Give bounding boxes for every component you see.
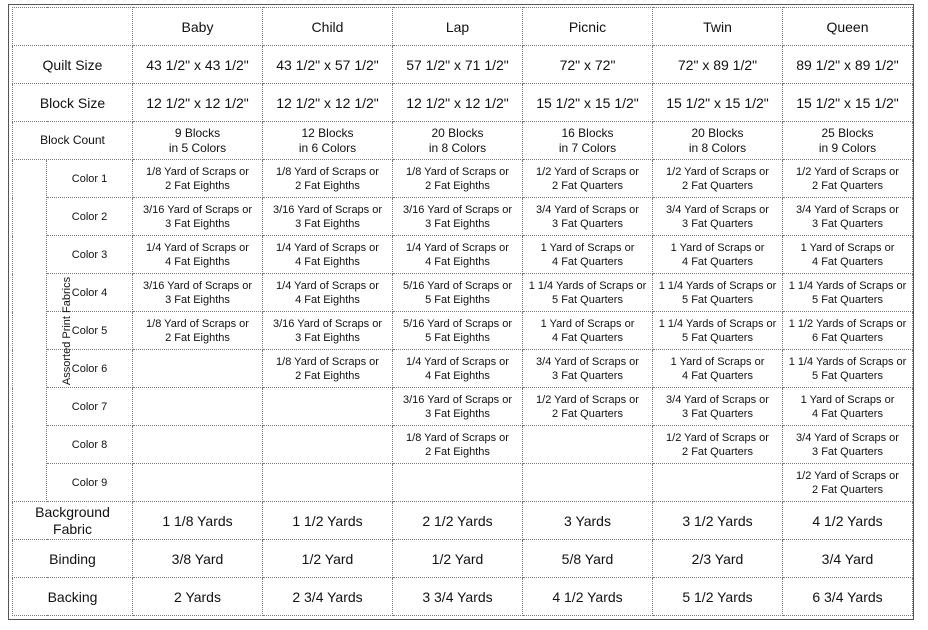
table-cell: 2 3/4 Yards — [263, 578, 393, 616]
cell-line: 1/8 Yard of Scraps or — [406, 431, 509, 444]
color-label: Color 9 — [47, 464, 133, 502]
row-label: Quilt Size — [13, 46, 133, 84]
cell-line: 1 Yard of Scraps or — [540, 241, 635, 254]
table-cell: 72" x 72" — [523, 46, 653, 84]
fabric-requirements-table — [12, 7, 913, 616]
cell-line: 1/8 Yard of Scraps or — [276, 165, 379, 178]
table-cell — [783, 312, 913, 350]
cell-line: 3 Fat Eighths — [425, 217, 490, 230]
table-cell — [133, 274, 263, 312]
table-cell: 5/8 Yard — [523, 540, 653, 578]
table-cell — [393, 274, 523, 312]
cell-line: 3/4 Yard of Scraps or — [796, 203, 899, 216]
cell-line: 4 Fat Eighths — [425, 369, 490, 382]
cell-line: 1/4 Yard of Scraps or — [276, 279, 379, 292]
table-cell — [263, 122, 393, 160]
table-cell — [523, 312, 653, 350]
cell-line: 2 Fat Quarters — [812, 179, 883, 192]
header-row — [13, 8, 913, 46]
cell-line: 1/4 Yard of Scraps or — [406, 355, 509, 368]
table-cell — [783, 464, 913, 502]
column-header-baby: Baby — [133, 8, 263, 46]
color-label: Color 3 — [47, 236, 133, 274]
cell-line: 3 Fat Quarters — [682, 217, 753, 230]
cell-line: 1 1/4 Yards of Scraps or — [788, 279, 907, 292]
color-row — [13, 236, 913, 274]
cell-line: 5 Fat Quarters — [682, 331, 753, 344]
table-cell — [783, 122, 913, 160]
cell-line: in 5 Colors — [168, 140, 227, 155]
table-cell: 2 Yards — [133, 578, 263, 616]
cell-line: 1/4 Yard of Scraps or — [146, 241, 249, 254]
column-header-child: Child — [263, 8, 393, 46]
block-size-row — [13, 84, 913, 122]
cell-line: 1 1/4 Yards of Scraps or — [658, 279, 777, 292]
table-cell — [523, 274, 653, 312]
cell-line: 1 Yard of Scraps or — [540, 317, 635, 330]
table-cell: 12 1/2" x 12 1/2" — [263, 84, 393, 122]
cell-line: 1/8 Yard of Scraps or — [276, 355, 379, 368]
table-cell — [263, 312, 393, 350]
table-cell — [523, 160, 653, 198]
table-cell — [133, 426, 263, 464]
table-cell — [653, 236, 783, 274]
cell-line: 1 1/4 Yards of Scraps or — [788, 355, 907, 368]
cell-line: 3 Fat Eighths — [295, 331, 360, 344]
color-row — [13, 464, 913, 502]
cell-line: 3 Fat Eighths — [425, 407, 490, 420]
table-cell: 89 1/2" x 89 1/2" — [783, 46, 913, 84]
cell-line: 2 Fat Eighths — [295, 369, 360, 382]
cell-line: 3 Fat Quarters — [552, 217, 623, 230]
table-cell — [783, 388, 913, 426]
table-cell — [263, 274, 393, 312]
row-label-line: Background — [35, 503, 110, 520]
table-cell: 3 Yards — [523, 502, 653, 540]
cell-line: 1/2 Yard of Scraps or — [796, 469, 899, 482]
cell-line: 3/4 Yard of Scraps or — [666, 393, 769, 406]
cell-line: 2 Fat Quarters — [682, 445, 753, 458]
table-cell — [783, 198, 913, 236]
cell-line: 1 Yard of Scraps or — [670, 355, 765, 368]
assorted-print-fabrics-section — [13, 160, 913, 502]
cell-line: in 8 Colors — [428, 140, 487, 155]
cell-line: 2 Fat Eighths — [165, 179, 230, 192]
cell-line: 1/2 Yard of Scraps or — [666, 431, 769, 444]
cell-line: 4 Fat Eighths — [295, 293, 360, 306]
table-cell — [133, 350, 263, 388]
table-cell: 2/3 Yard — [653, 540, 783, 578]
color-label: Color 6 — [47, 350, 133, 388]
cell-line: 4 Fat Quarters — [552, 255, 623, 268]
table-cell — [523, 426, 653, 464]
cell-line: 5/16 Yard of Scraps or — [402, 317, 513, 330]
table-cell: 4 1/2 Yards — [523, 578, 653, 616]
cell-line: 5 Fat Eighths — [425, 331, 490, 344]
table-cell — [133, 198, 263, 236]
cell-line: 20 Blocks — [691, 125, 744, 140]
table-cell — [133, 388, 263, 426]
table-cell: 72" x 89 1/2" — [653, 46, 783, 84]
table-cell — [393, 350, 523, 388]
table-cell: 12 1/2" x 12 1/2" — [133, 84, 263, 122]
table-cell: 3 1/2 Yards — [653, 502, 783, 540]
table-cell — [653, 198, 783, 236]
cell-line: 4 Fat Quarters — [812, 255, 883, 268]
table-cell: 1/2 Yard — [393, 540, 523, 578]
column-header-queen: Queen — [783, 8, 913, 46]
table-cell: 5 1/2 Yards — [653, 578, 783, 616]
table-cell: 1 1/8 Yards — [133, 502, 263, 540]
column-header-lap: Lap — [393, 8, 523, 46]
cell-line: 3/16 Yard of Scraps or — [142, 203, 253, 216]
cell-line: 5/16 Yard of Scraps or — [402, 279, 513, 292]
color-label: Color 4 — [47, 274, 133, 312]
cell-line: 1/2 Yard of Scraps or — [536, 393, 639, 406]
color-label: Color 7 — [47, 388, 133, 426]
color-row — [13, 350, 913, 388]
cell-line: 3 Fat Quarters — [552, 369, 623, 382]
row-label: Backing — [13, 578, 133, 616]
assorted-print-fabrics-label — [13, 160, 74, 502]
table-cell — [523, 122, 653, 160]
cell-line: 5 Fat Quarters — [812, 369, 883, 382]
cell-line: 3/4 Yard of Scraps or — [536, 355, 639, 368]
cell-line: 2 Fat Quarters — [552, 407, 623, 420]
table-cell: 3 3/4 Yards — [393, 578, 523, 616]
table-cell: 43 1/2" x 43 1/2" — [133, 46, 263, 84]
cell-line: 1/8 Yard of Scraps or — [146, 165, 249, 178]
cell-line: 3 Fat Eighths — [165, 293, 230, 306]
color-row — [13, 198, 913, 236]
table-cell — [653, 388, 783, 426]
cell-line: 1/8 Yard of Scraps or — [146, 317, 249, 330]
table-cell — [263, 236, 393, 274]
block-count-row — [13, 122, 913, 160]
cell-line: in 8 Colors — [688, 140, 747, 155]
cell-line: 3 Fat Quarters — [812, 445, 883, 458]
cell-line: in 7 Colors — [558, 140, 617, 155]
table-cell: 43 1/2" x 57 1/2" — [263, 46, 393, 84]
table-cell — [133, 312, 263, 350]
cell-line: 2 Fat Quarters — [812, 483, 883, 496]
vertical-group-label: Assorted Print Fabrics — [61, 276, 74, 385]
cell-line: 6 Fat Quarters — [812, 331, 883, 344]
cell-line: 2 Fat Eighths — [165, 331, 230, 344]
backing-row — [13, 578, 913, 616]
cell-line: 3/16 Yard of Scraps or — [402, 203, 513, 216]
column-header-twin: Twin — [653, 8, 783, 46]
table-cell: 3/4 Yard — [783, 540, 913, 578]
cell-line: 3/16 Yard of Scraps or — [272, 317, 383, 330]
table-cell: 6 3/4 Yards — [783, 578, 913, 616]
cell-line: 3/4 Yard of Scraps or — [796, 431, 899, 444]
table-cell: 57 1/2" x 71 1/2" — [393, 46, 523, 84]
cell-line: 1/2 Yard of Scraps or — [666, 165, 769, 178]
cell-line: 4 Fat Eighths — [165, 255, 230, 268]
cell-line: 5 Fat Eighths — [425, 293, 490, 306]
color-row — [13, 274, 913, 312]
color-label: Color 8 — [47, 426, 133, 464]
cell-line: 20 Blocks — [431, 125, 484, 140]
cell-line: 1 1/2 Yards of Scraps or — [788, 317, 907, 330]
row-label: Block Size — [13, 84, 133, 122]
table-cell — [653, 426, 783, 464]
color-label: Color 5 — [47, 312, 133, 350]
cell-line: 4 Fat Quarters — [682, 255, 753, 268]
table-cell — [653, 350, 783, 388]
table-cell — [133, 236, 263, 274]
cell-line: 3/4 Yard of Scraps or — [666, 203, 769, 216]
color-row — [13, 160, 913, 198]
table-cell — [393, 388, 523, 426]
table-cell — [393, 122, 523, 160]
cell-line: 5 Fat Quarters — [682, 293, 753, 306]
background-fabric-row — [13, 502, 913, 540]
table-cell — [653, 122, 783, 160]
cell-line: 4 Fat Eighths — [295, 255, 360, 268]
cell-line: 1 1/4 Yards of Scraps or — [528, 279, 647, 292]
column-header-picnic: Picnic — [523, 8, 653, 46]
table-cell — [133, 160, 263, 198]
color-row — [13, 426, 913, 464]
table-cell — [263, 198, 393, 236]
color-row — [13, 312, 913, 350]
table-cell — [263, 350, 393, 388]
cell-line: 1 Yard of Scraps or — [800, 241, 895, 254]
cell-line: 3 Fat Eighths — [295, 217, 360, 230]
table-cell — [523, 464, 653, 502]
table-cell — [653, 312, 783, 350]
table-cell — [523, 198, 653, 236]
cell-line: 4 Fat Quarters — [812, 407, 883, 420]
table-cell — [393, 160, 523, 198]
row-label — [13, 502, 133, 540]
cell-line: 2 Fat Quarters — [682, 179, 753, 192]
table-cell — [783, 160, 913, 198]
table-cell — [263, 160, 393, 198]
table-cell — [523, 350, 653, 388]
table-cell — [263, 388, 393, 426]
table-cell — [133, 464, 263, 502]
table-cell — [263, 464, 393, 502]
corner-cell — [13, 8, 133, 46]
cell-line: 3/16 Yard of Scraps or — [402, 393, 513, 406]
cell-line: 25 Blocks — [821, 125, 874, 140]
table-cell — [783, 426, 913, 464]
table-cell — [393, 426, 523, 464]
cell-line: 1 Yard of Scraps or — [800, 393, 895, 406]
table-cell — [263, 426, 393, 464]
cell-line: 4 Fat Quarters — [682, 369, 753, 382]
cell-line: 12 Blocks — [301, 125, 354, 140]
cell-line: 3/16 Yard of Scraps or — [142, 279, 253, 292]
cell-line: 1 1/4 Yards of Scraps or — [658, 317, 777, 330]
cell-line: 1 Yard of Scraps or — [670, 241, 765, 254]
binding-row — [13, 540, 913, 578]
table-cell — [393, 312, 523, 350]
row-label: Block Count — [13, 122, 133, 160]
table-cell — [653, 160, 783, 198]
cell-line: 2 Fat Eighths — [425, 445, 490, 458]
table-cell — [783, 274, 913, 312]
cell-line: 5 Fat Quarters — [552, 293, 623, 306]
table-cell: 15 1/2" x 15 1/2" — [783, 84, 913, 122]
cell-line: 16 Blocks — [561, 125, 614, 140]
table-cell: 12 1/2" x 12 1/2" — [393, 84, 523, 122]
table-cell — [783, 350, 913, 388]
cell-line: 2 Fat Eighths — [295, 179, 360, 192]
cell-line: 1/4 Yard of Scraps or — [406, 241, 509, 254]
quilt-size-row — [13, 46, 913, 84]
table-cell — [523, 388, 653, 426]
table-cell: 1/2 Yard — [263, 540, 393, 578]
cell-line: 3 Fat Quarters — [682, 407, 753, 420]
cell-line: in 6 Colors — [298, 140, 357, 155]
table-cell — [393, 236, 523, 274]
table-cell — [653, 274, 783, 312]
color-label: Color 1 — [47, 160, 133, 198]
cell-line: 4 Fat Eighths — [425, 255, 490, 268]
cell-line: 2 Fat Quarters — [552, 179, 623, 192]
cell-line: 3 Fat Quarters — [812, 217, 883, 230]
cell-line: 4 Fat Quarters — [552, 331, 623, 344]
table-cell: 1 1/2 Yards — [263, 502, 393, 540]
cell-line: 3/4 Yard of Scraps or — [536, 203, 639, 216]
table-cell — [523, 236, 653, 274]
table-cell: 4 1/2 Yards — [783, 502, 913, 540]
table-cell: 3/8 Yard — [133, 540, 263, 578]
table-cell: 2 1/2 Yards — [393, 502, 523, 540]
cell-line: 9 Blocks — [174, 125, 221, 140]
cell-line: 3/16 Yard of Scraps or — [272, 203, 383, 216]
row-label: Binding — [13, 540, 133, 578]
row-label-line: Fabric — [53, 520, 92, 537]
cell-line: 1/8 Yard of Scraps or — [406, 165, 509, 178]
table-cell — [783, 236, 913, 274]
cell-line: 2 Fat Eighths — [425, 179, 490, 192]
table-cell: 15 1/2" x 15 1/2" — [523, 84, 653, 122]
table-cell — [393, 198, 523, 236]
table-cell — [393, 464, 523, 502]
cell-line: 1/4 Yard of Scraps or — [276, 241, 379, 254]
table-cell — [653, 464, 783, 502]
color-row — [13, 388, 913, 426]
cell-line: 1/2 Yard of Scraps or — [796, 165, 899, 178]
cell-line: 5 Fat Quarters — [812, 293, 883, 306]
cell-line: in 9 Colors — [818, 140, 877, 155]
table-cell: 15 1/2" x 15 1/2" — [653, 84, 783, 122]
color-label: Color 2 — [47, 198, 133, 236]
cell-line: 3 Fat Eighths — [165, 217, 230, 230]
table-cell — [133, 122, 263, 160]
cell-line: 1/2 Yard of Scraps or — [536, 165, 639, 178]
